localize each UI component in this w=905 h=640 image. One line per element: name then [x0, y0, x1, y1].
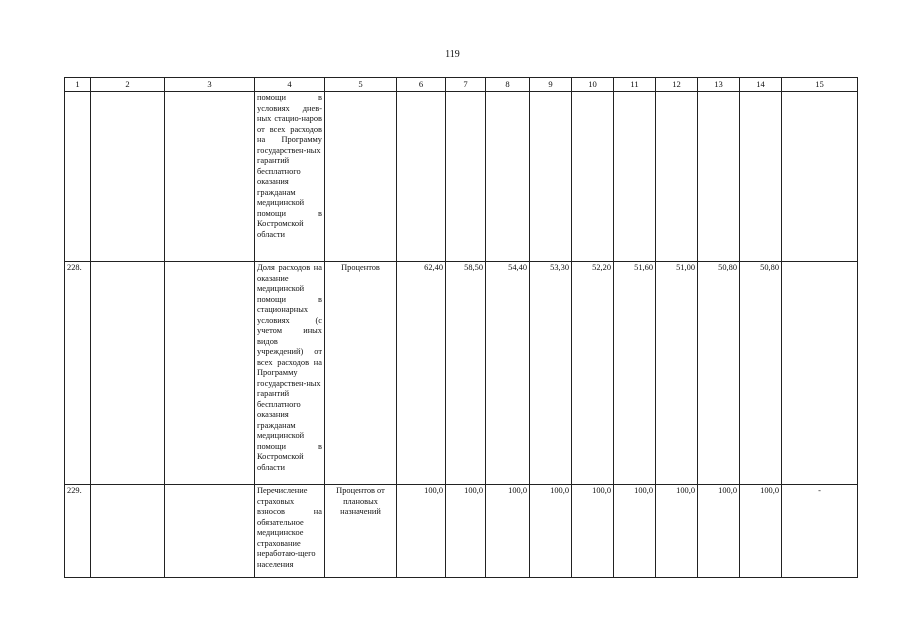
empty-cell: [165, 262, 255, 485]
column-header: 12: [656, 78, 698, 92]
page-number: 119: [445, 49, 460, 60]
indicator-description: Перечисление страховых взносов на обязательное медицинское страхование неработаю-щего населения: [255, 485, 325, 578]
table-row: [65, 485, 858, 578]
row-number: 229.: [65, 485, 91, 578]
empty-cell: [165, 485, 255, 578]
value-cell: 100,0: [614, 485, 656, 578]
row-number: 228.: [65, 262, 91, 485]
value-cell: [740, 92, 782, 262]
column-header: 15: [782, 78, 858, 92]
value-cell: [614, 92, 656, 262]
column-header: 5: [325, 78, 397, 92]
value-cell: 100,0: [572, 485, 614, 578]
value-cell: 100,0: [446, 485, 486, 578]
column-header: 11: [614, 78, 656, 92]
indicator-table: [64, 77, 858, 578]
header-row: [65, 78, 858, 92]
row-number: [65, 92, 91, 262]
value-cell: 51,00: [656, 262, 698, 485]
value-cell: 50,80: [698, 262, 740, 485]
column-header: 14: [740, 78, 782, 92]
table-row: [65, 92, 858, 262]
indicator-description: помощи в условиях днев-ных стацио-наров от всех расходов на Программу государствен-ных гарантий бесплатного оказания гражданам медицинской помощи в Костромской области: [255, 92, 325, 262]
column-header: 10: [572, 78, 614, 92]
value-cell: 51,60: [614, 262, 656, 485]
value-cell: 100,0: [397, 485, 446, 578]
value-cell: [572, 92, 614, 262]
empty-cell: [91, 92, 165, 262]
value-cell: 54,40: [486, 262, 530, 485]
value-cell: 100,0: [530, 485, 572, 578]
value-cell: 50,80: [740, 262, 782, 485]
unit-cell: [325, 92, 397, 262]
empty-cell: [91, 262, 165, 485]
unit-cell: Процентов от плановых назначений: [325, 485, 397, 578]
unit-cell: Процентов: [325, 262, 397, 485]
value-cell: [530, 92, 572, 262]
column-header: 4: [255, 78, 325, 92]
empty-cell: [165, 92, 255, 262]
indicator-description: Доля расходов на оказание медицинской помощи в стационарных условиях (с учетом иных видов учреждений) от всех расходов на Программу государствен-ных гарантий бесплатного оказания гражданам медицинской помощи в Костромской области: [255, 262, 325, 485]
value-cell: 62,40: [397, 262, 446, 485]
note-cell: -: [782, 485, 858, 578]
note-cell: [782, 92, 858, 262]
value-cell: [656, 92, 698, 262]
value-cell: [698, 92, 740, 262]
empty-cell: [91, 485, 165, 578]
column-header: 7: [446, 78, 486, 92]
column-header: 2: [91, 78, 165, 92]
value-cell: 52,20: [572, 262, 614, 485]
value-cell: 58,50: [446, 262, 486, 485]
column-header: 13: [698, 78, 740, 92]
value-cell: 100,0: [656, 485, 698, 578]
column-header: 3: [165, 78, 255, 92]
column-header: 1: [65, 78, 91, 92]
value-cell: 100,0: [698, 485, 740, 578]
value-cell: [446, 92, 486, 262]
value-cell: [397, 92, 446, 262]
column-header: 8: [486, 78, 530, 92]
value-cell: 53,30: [530, 262, 572, 485]
value-cell: 100,0: [486, 485, 530, 578]
value-cell: 100,0: [740, 485, 782, 578]
column-header: 6: [397, 78, 446, 92]
table-row: [65, 262, 858, 485]
value-cell: [486, 92, 530, 262]
column-header: 9: [530, 78, 572, 92]
note-cell: [782, 262, 858, 485]
